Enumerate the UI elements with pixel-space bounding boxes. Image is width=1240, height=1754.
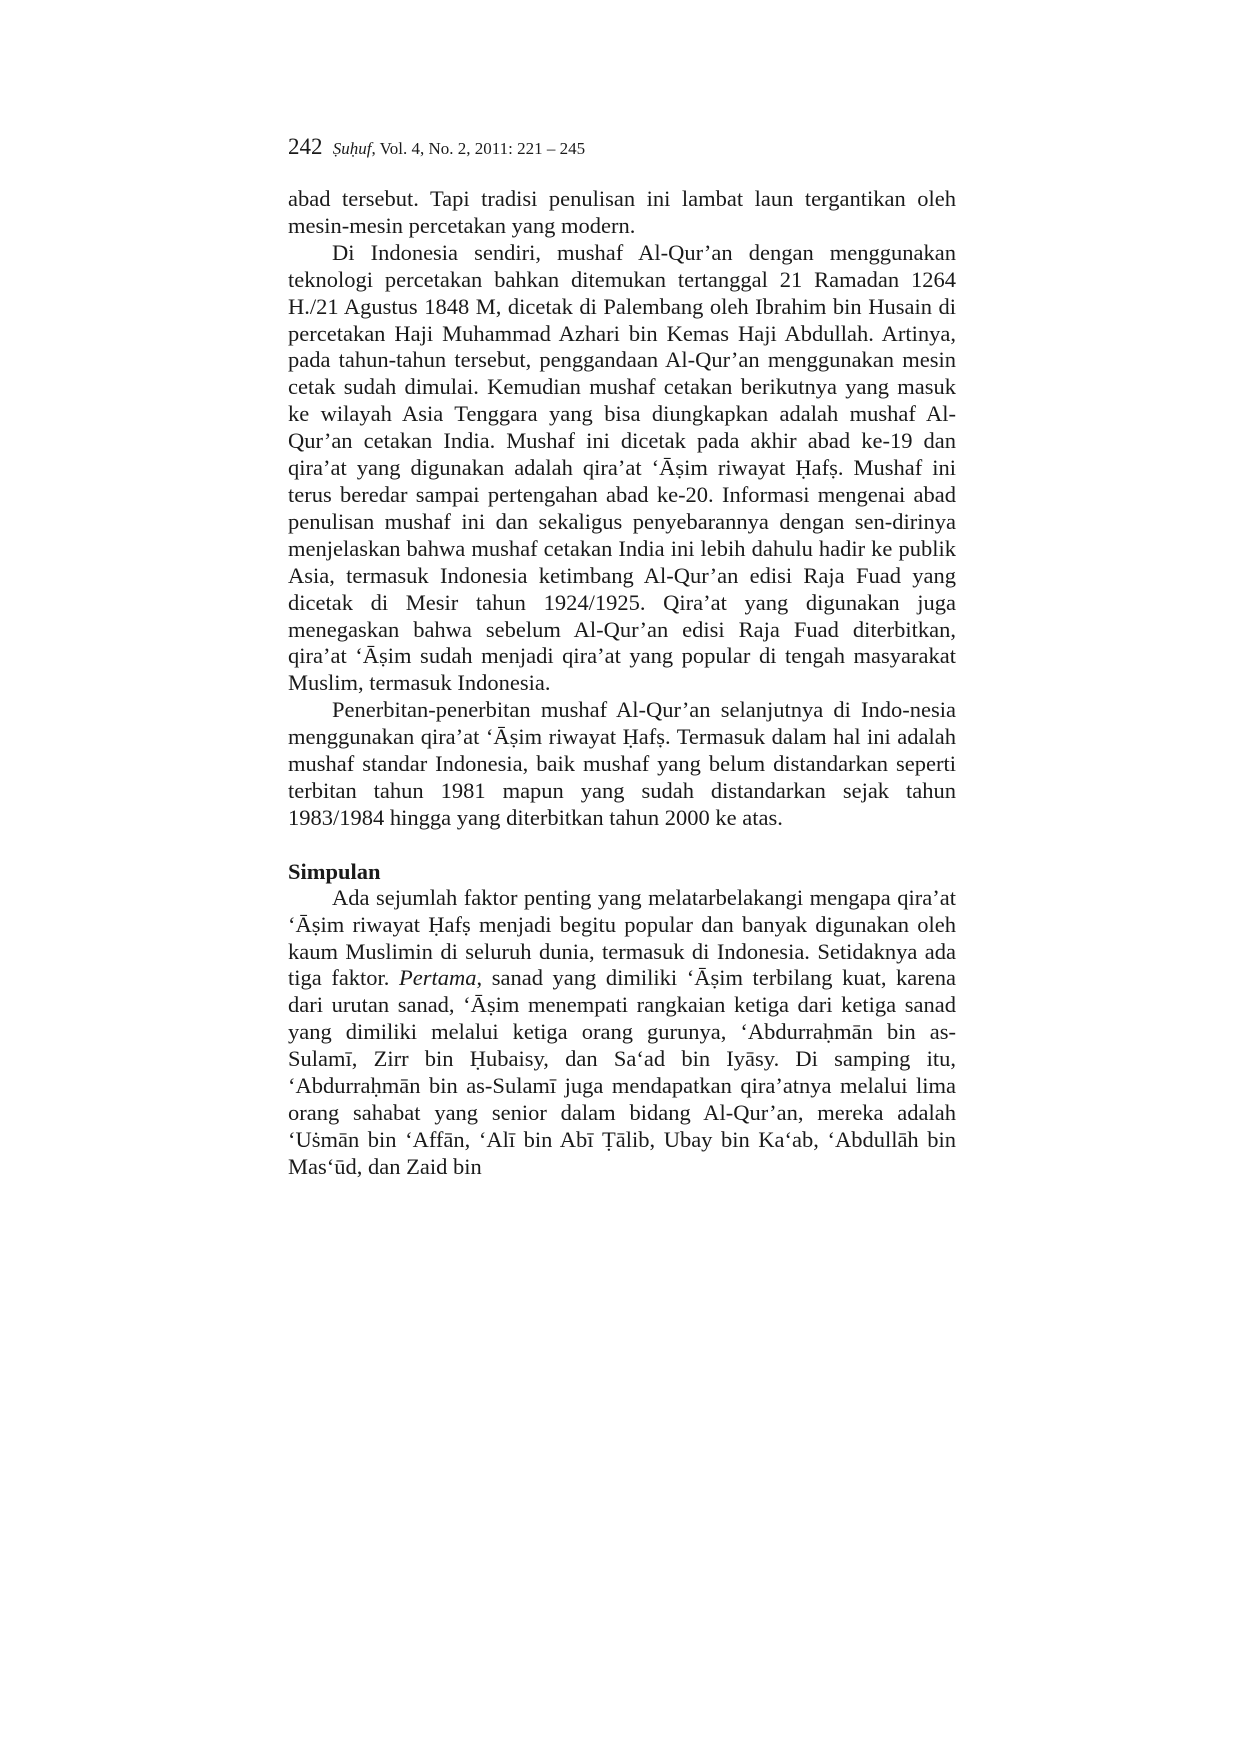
paragraph-conclusion [288,885,956,1181]
page [288,136,956,1181]
conclusion-text-start: Ada sejumlah faktor penting yang melatarbelakangi mengapa qira’at ‘Āṣim riwayat Ḥafṣ menjadi begitu popular dan banyak digunakan oleh kaum Muslimin di seluruh dunia, termasuk di Indonesia. Setidaknya ada tiga faktor. [288,884,956,991]
journal-title: Ṣuḥuf [332,139,372,158]
page-number: 242 [288,134,323,159]
paragraph-printing-history: Di Indonesia sendiri, mushaf Al-Qur’an dengan menggunakan teknologi percetakan bahkan ditemukan tertanggal 21 Ramadan 1264 H./21 Agustus 1848 M, dicetak di Palembang oleh Ibrahim bin Husain di percetakan Haji Muhammad Azhari bin Kemas Haji Abdullah. Artinya, pada tahun-tahun tersebut, penggandaan Al-Qur’an menggunakan mesin cetak sudah dimulai. Kemudian mushaf cetakan berikutnya yang masuk ke wilayah Asia Tenggara yang bisa diungkapkan adalah mushaf Al-Qur’an cetakan India. Mushaf ini dicetak pada akhir abad ke-19 dan qira’at yang digunakan adalah qira’at ‘Āṣim riwayat Ḥafṣ. Mushaf ini terus beredar sampai pertengahan abad ke-20. Informasi mengenai abad penulisan mushaf ini dan sekaligus penyebarannya dengan sen-dirinya menjelaskan bahwa mushaf cetakan India ini lebih dahulu hadir ke publik Asia, termasuk Indonesia ketimbang Al-Qur’an edisi Raja Fuad yang dicetak di Mesir tahun 1924/1925. Qira’at yang digunakan juga menegaskan bahwa sebelum Al-Qur’an edisi Raja Fuad diterbitkan, qira’at ‘Āṣim sudah menjadi qira’at yang popular di tengah masyarakat Muslim, termasuk Indonesia. [288,239,956,696]
paragraph-continuation: abad tersebut. Tapi tradisi penulisan ini lambat laun tergantikan oleh mesin-mesin percetakan yang modern. [288,186,956,238]
conclusion-emphasis: Pertama [399,965,477,991]
conclusion-text-rest: , sanad yang dimiliki ‘Āṣim terbilang kuat, karena dari urutan sanad, ‘Āṣim menempati rangkaian ketiga dari ketiga sanad yang dimiliki melalui ketiga orang gurunya, ‘Abdurraḥmān bin as-Sulamī, Zirr bin Ḥubaisy, dan Sa‘ad bin Iyāsy. Di samping itu, ‘Abdurraḥmān bin as-Sulamī juga mendapatkan qira’atnya melalui lima orang sahabat yang senior dalam bidang Al-Qur’an, mereka adalah ‘Uṡmān bin ‘Affān, ‘Alī bin Abī Ṭālib, Ubay bin Ka‘ab, ‘Abdullāh bin Mas‘ūd, dan Zaid bin [288,965,956,1179]
section-heading: Simpulan [288,858,381,884]
journal-citation: , Vol. 4, No. 2, 2011: 221 – 245 [371,139,586,158]
paragraph-later-editions: Penerbitan-penerbitan mushaf Al-Qur’an selanjutnya di Indo-nesia menggunakan qira’at ‘Āṣim riwayat Ḥafṣ. Termasuk dalam hal ini adalah mushaf standar Indonesia, baik mushaf yang belum distandarkan seperti terbitan tahun 1981 mapun yang sudah distandarkan sejak tahun 1983/1984 hingga yang diterbitkan tahun 2000 ke atas. [288,697,956,830]
running-head [288,136,956,160]
